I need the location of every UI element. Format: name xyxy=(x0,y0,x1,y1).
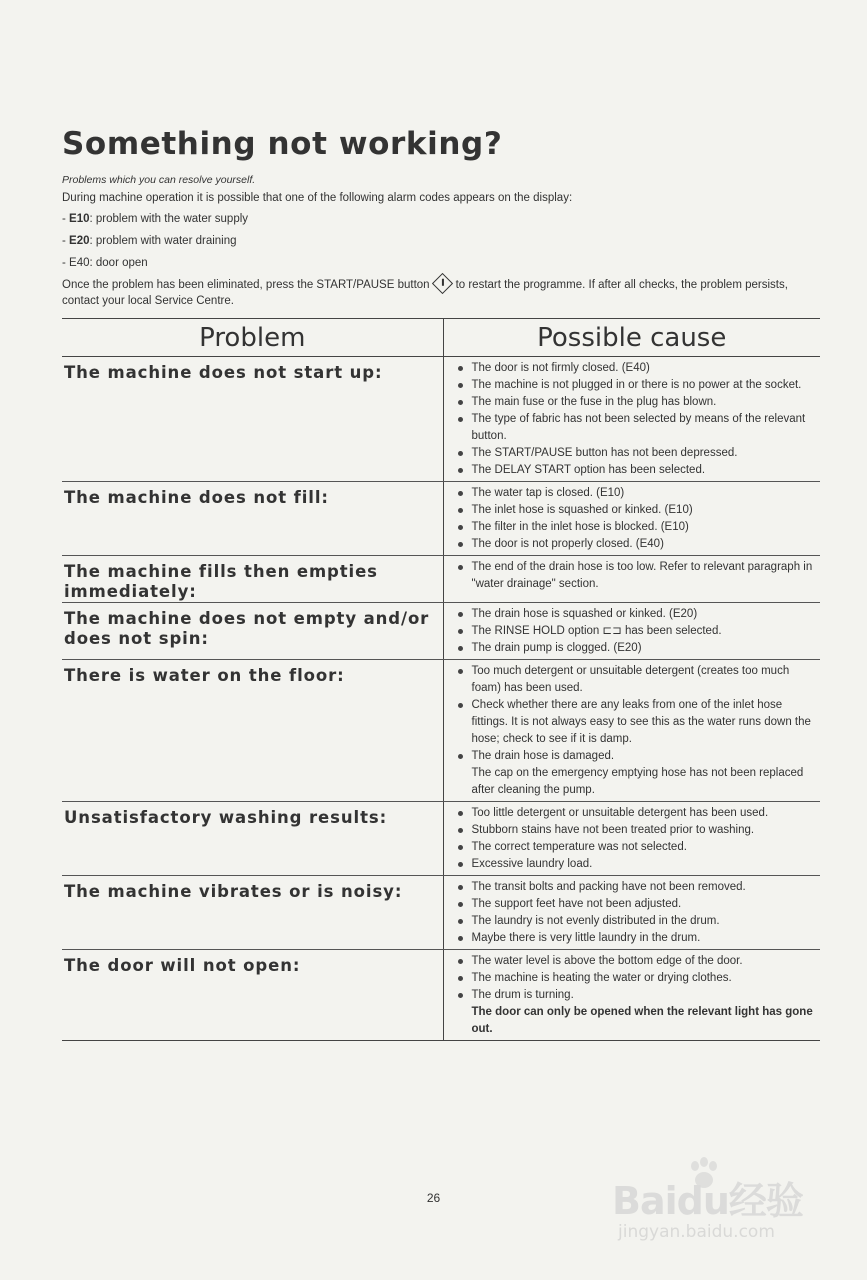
cause-item: The door is not firmly closed. (E40) xyxy=(454,360,821,377)
column-header-cause: Possible cause xyxy=(443,319,820,357)
problem-cell: Unsatisfactory washing results: xyxy=(62,802,443,876)
table-row xyxy=(62,660,820,802)
problem-cell: The machine does not start up: xyxy=(62,357,443,482)
problem-cell: The machine vibrates or is noisy: xyxy=(62,876,443,950)
cause-cell xyxy=(443,556,820,603)
problem-cell: The machine fills then empties immediately: xyxy=(62,556,443,603)
cause-item: The inlet hose is squashed or kinked. (E10) xyxy=(454,502,821,519)
cause-cell xyxy=(443,357,820,482)
cause-item: The filter in the inlet hose is blocked. (E10) xyxy=(454,519,821,536)
table-row xyxy=(62,603,820,660)
cause-item: Stubborn stains have not been treated prior to washing. xyxy=(454,822,821,839)
cause-item: The START/PAUSE button has not been depressed. xyxy=(454,445,821,462)
cause-item: The transit bolts and packing have not been removed. xyxy=(454,879,821,896)
cause-item: The machine is not plugged in or there is no power at the socket. xyxy=(454,377,821,394)
cause-item: The water tap is closed. (E10) xyxy=(454,485,821,502)
problem-cell: There is water on the floor: xyxy=(62,660,443,802)
cause-list xyxy=(454,805,821,873)
cause-item: The laundry is not evenly distributed in the drum. xyxy=(454,913,821,930)
cause-cell xyxy=(443,950,820,1041)
cause-item: The main fuse or the fuse in the plug has blown. xyxy=(454,394,821,411)
page-title: Something not working? xyxy=(62,126,503,162)
alarm-code-item: - E20: problem with water draining xyxy=(62,235,237,247)
cause-list xyxy=(454,606,821,657)
cause-item: The drain hose is squashed or kinked. (E20) xyxy=(454,606,821,623)
alarm-code: E10 xyxy=(69,213,90,225)
table-header-row xyxy=(62,319,820,357)
cause-item: The correct temperature was not selected. xyxy=(454,839,821,856)
cause-item: The door is not properly closed. (E40) xyxy=(454,536,821,553)
cause-cell xyxy=(443,660,820,802)
cause-item: Maybe there is very little laundry in the drum. xyxy=(454,930,821,947)
cause-item: The RINSE HOLD option ⊏⊐ has been selected. xyxy=(454,623,821,640)
table-row xyxy=(62,802,820,876)
table-row xyxy=(62,876,820,950)
cause-item: Too much detergent or unsuitable detergent (creates too much foam) has been used. xyxy=(454,663,821,697)
cause-item: The machine is heating the water or drying clothes. xyxy=(454,970,821,987)
alarm-code: E40 xyxy=(69,257,90,269)
cause-list xyxy=(454,559,821,593)
cause-list xyxy=(454,953,821,1038)
page-number: 26 xyxy=(426,1191,441,1205)
alarm-code-list xyxy=(62,208,817,274)
alarm-code-item: - E10: problem with the water supply xyxy=(62,213,249,225)
intro-line: During machine operation it is possible that one of the following alarm codes appears on the display: xyxy=(62,192,573,204)
cause-list xyxy=(454,663,821,799)
cause-item: The DELAY START option has been selected. xyxy=(454,462,821,479)
cause-item: The water level is above the bottom edge of the door. xyxy=(454,953,821,970)
cause-list xyxy=(454,360,821,479)
cause-cell xyxy=(443,802,820,876)
cause-item: The drain pump is clogged. (E20) xyxy=(454,640,821,657)
restart-instruction: Once the problem has been eliminated, press the START/PAUSE button to restart the programme. If after all checks, the problem persists, contact your local Service Centre. xyxy=(62,276,817,309)
intro-subtitle: Problems which you can resolve yourself. xyxy=(62,174,256,186)
cause-list xyxy=(454,485,821,553)
watermark-url: jingyan.baidu.com xyxy=(618,1222,775,1242)
table-row xyxy=(62,950,820,1041)
intro-section xyxy=(62,172,817,309)
cause-cell xyxy=(443,876,820,950)
problem-cell: The door will not open: xyxy=(62,950,443,1041)
watermark-brand: Baidu经验 xyxy=(612,1179,803,1223)
cause-item: The end of the drain hose is too low. Refer to relevant paragraph in "water drainage" section. xyxy=(454,559,821,593)
problem-cell: The machine does not fill: xyxy=(62,482,443,556)
alarm-code: E20 xyxy=(69,235,90,247)
cause-bold-note: The door can only be opened when the relevant light has gone out. xyxy=(471,1006,813,1035)
cause-cell xyxy=(443,482,820,556)
cause-item: The drum is turning. The door can only be opened when the relevant light has gone out. xyxy=(454,987,821,1038)
problem-cell: The machine does not empty and/or does not spin: xyxy=(62,603,443,660)
cause-item: Too little detergent or unsuitable detergent has been used. xyxy=(454,805,821,822)
alarm-code-item: - E40: door open xyxy=(62,257,148,269)
table-row xyxy=(62,482,820,556)
troubleshooting-table xyxy=(62,318,820,1041)
cause-list xyxy=(454,879,821,947)
cause-item: Check whether there are any leaks from one of the inlet hose fittings. It is not always easy to see this as the water runs down the hose; check to see if it is damp. xyxy=(454,697,821,748)
cause-item: The type of fabric has not been selected by means of the relevant button. xyxy=(454,411,821,445)
table-row xyxy=(62,357,820,482)
cause-item: Excessive laundry load. xyxy=(454,856,821,873)
cause-item: The support feet have not been adjusted. xyxy=(454,896,821,913)
column-header-problem: Problem xyxy=(62,319,443,357)
watermark xyxy=(612,1150,822,1250)
table-row xyxy=(62,556,820,603)
start-pause-icon xyxy=(431,273,452,294)
cause-cell xyxy=(443,603,820,660)
cause-extra-note: The cap on the emergency emptying hose has not been replaced after cleaning the pump. xyxy=(471,767,804,796)
cause-item: The drain hose is damaged. The cap on the emergency emptying hose has not been replaced after cleaning the pump. xyxy=(454,748,821,799)
